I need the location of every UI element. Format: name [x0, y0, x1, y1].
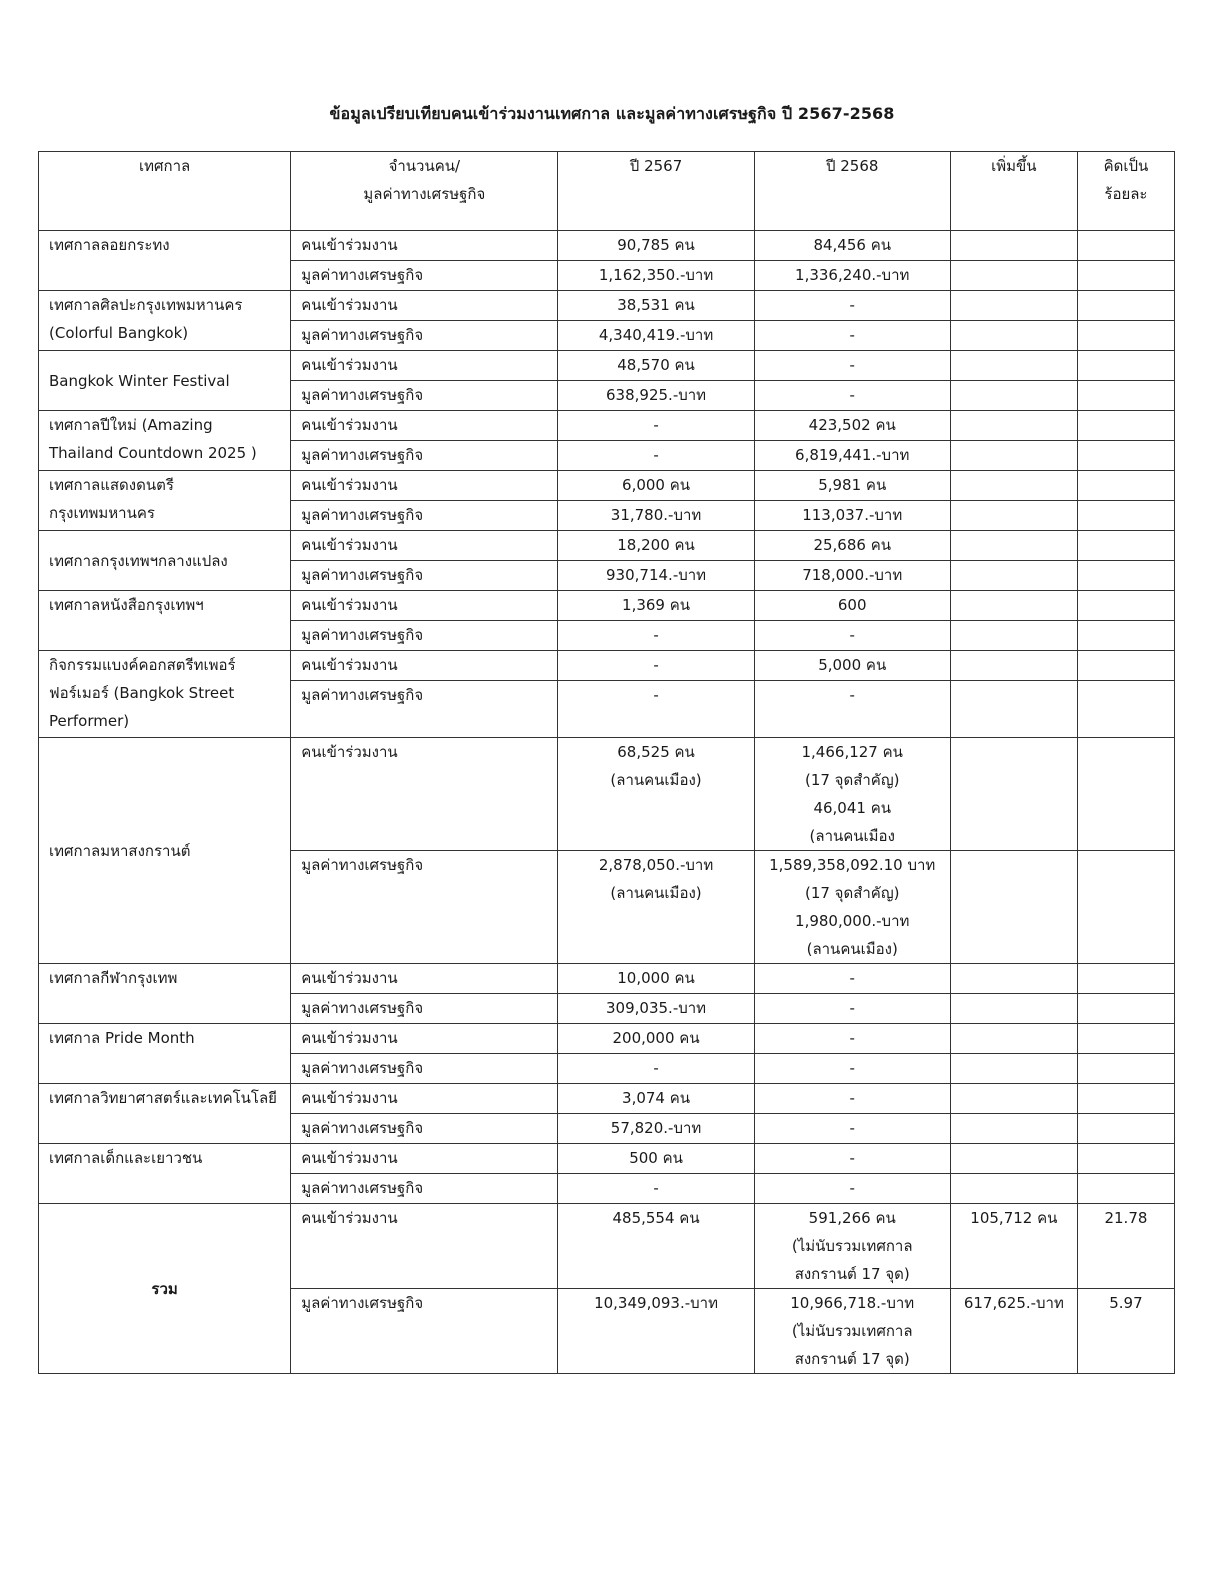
value-2568: - — [754, 681, 950, 738]
value-2567: 309,035.-บาท — [558, 994, 754, 1024]
festival-comparison-table — [38, 151, 1175, 1374]
increase-cell — [950, 738, 1077, 851]
attendees-2568: 5,981 คน — [754, 471, 950, 501]
festival-name-line: (Colorful Bangkok) — [49, 324, 189, 342]
value-2568: - — [754, 1174, 950, 1204]
festival-name-line: เทศกาลศิลปะกรุงเทพมหานคร — [49, 296, 243, 314]
increase-cell — [950, 591, 1077, 621]
increase-cell — [950, 231, 1077, 261]
total-attendees-2567: 485,554 คน — [558, 1204, 754, 1289]
percent-cell — [1077, 1144, 1174, 1174]
table-row — [39, 351, 1175, 381]
header-year-2568: ปี 2568 — [754, 152, 950, 231]
attendees-2567: 6,000 คน — [558, 471, 754, 501]
attendees-2567: 10,000 คน — [558, 964, 754, 994]
value-2567: 1,162,350.-บาท — [558, 261, 754, 291]
attendees-2568: 600 — [754, 591, 950, 621]
header-metric-line1: จำนวนคน/ — [388, 157, 461, 175]
festival-name-line: Thailand Countdown 2025 ) — [49, 444, 257, 462]
metric-label: มูลค่าทางเศรษฐกิจ — [291, 561, 558, 591]
increase-cell — [950, 994, 1077, 1024]
metric-label: มูลค่าทางเศรษฐกิจ — [291, 441, 558, 471]
value-line: 2,878,050.-บาท — [598, 856, 714, 874]
attendees-2567: 48,570 คน — [558, 351, 754, 381]
table-row — [39, 471, 1175, 501]
festival-name-line: เทศกาลวิทยาศาสตร์และเทคโนโลยี — [49, 1089, 277, 1107]
increase-cell — [950, 411, 1077, 441]
metric-label: คนเข้าร่วมงาน — [291, 231, 558, 261]
value-line: 1,589,358,092.10 บาท — [769, 856, 936, 874]
total-attendees-2568 — [754, 1204, 950, 1289]
value-line: (ลานคนเมือง) — [610, 771, 702, 789]
metric-label: มูลค่าทางเศรษฐกิจ — [291, 851, 558, 964]
festival-name-line: เทศกาลแสดงดนตรี — [49, 476, 174, 494]
value-2568: - — [754, 381, 950, 411]
attendees-2568: 5,000 คน — [754, 651, 950, 681]
festival-name-line: เทศกาลปีใหม่ (Amazing — [49, 416, 213, 434]
percent-cell — [1077, 651, 1174, 681]
total-value-increase: 617,625.-บาท — [950, 1289, 1077, 1374]
metric-label: คนเข้าร่วมงาน — [291, 1024, 558, 1054]
festival-name-line: กรุงเทพมหานคร — [49, 504, 155, 522]
festival-name-line: Bangkok Winter Festival — [49, 371, 230, 390]
percent-cell — [1077, 621, 1174, 651]
metric-label: มูลค่าทางเศรษฐกิจ — [291, 621, 558, 651]
percent-cell — [1077, 291, 1174, 321]
attendees-2567: - — [558, 651, 754, 681]
attendees-2567: 1,369 คน — [558, 591, 754, 621]
festival-name-line: ฟอร์เมอร์ (Bangkok Street — [49, 684, 235, 702]
total-value-2567: 10,349,093.-บาท — [558, 1289, 754, 1374]
value-2567: 57,820.-บาท — [558, 1114, 754, 1144]
metric-label: มูลค่าทางเศรษฐกิจ — [291, 261, 558, 291]
metric-label: คนเข้าร่วมงาน — [291, 291, 558, 321]
table-row — [39, 591, 1175, 621]
increase-cell — [950, 291, 1077, 321]
metric-label: มูลค่าทางเศรษฐกิจ — [291, 381, 558, 411]
festival-name — [39, 964, 291, 1024]
increase-cell — [950, 501, 1077, 531]
festival-name — [39, 738, 291, 964]
festival-name-line: เทศกาลมหาสงกรานต์ — [49, 841, 191, 860]
value-line: 68,525 คน — [617, 743, 695, 761]
attendees-2568: 25,686 คน — [754, 531, 950, 561]
increase-cell — [950, 681, 1077, 738]
attendees-2567: 38,531 คน — [558, 291, 754, 321]
value-2568: - — [754, 994, 950, 1024]
festival-name — [39, 591, 291, 651]
festival-name-line: Performer) — [49, 712, 130, 730]
increase-cell — [950, 621, 1077, 651]
value-line: (ลานคนเมือง) — [610, 884, 702, 902]
table-body — [39, 152, 1175, 1374]
value-line: (17 จุดสำคัญ) — [804, 884, 900, 902]
header-increase: เพิ่มขึ้น — [950, 152, 1077, 231]
header-percent-line2: ร้อยละ — [1104, 185, 1148, 203]
table-row — [39, 531, 1175, 561]
attendees-2567: 90,785 คน — [558, 231, 754, 261]
metric-label: คนเข้าร่วมงาน — [291, 591, 558, 621]
value-2568: - — [754, 621, 950, 651]
value-2567: - — [558, 621, 754, 651]
total-value-2568 — [754, 1289, 950, 1374]
table-row — [39, 964, 1175, 994]
total-row — [39, 1204, 1175, 1289]
table-row — [39, 738, 1175, 851]
festival-name — [39, 651, 291, 738]
value-2567: - — [558, 1174, 754, 1204]
increase-cell — [950, 471, 1077, 501]
header-percent-line1: คิดเป็น — [1103, 157, 1149, 175]
increase-cell — [950, 1024, 1077, 1054]
table-row — [39, 1084, 1175, 1114]
metric-label: มูลค่าทางเศรษฐกิจ — [291, 1114, 558, 1144]
value-line: สงกรานต์ 17 จุด) — [794, 1350, 910, 1368]
metric-label: มูลค่าทางเศรษฐกิจ — [291, 681, 558, 738]
header-metric — [291, 152, 558, 231]
value-2567: 638,925.-บาท — [558, 381, 754, 411]
percent-cell — [1077, 381, 1174, 411]
metric-label: คนเข้าร่วมงาน — [291, 651, 558, 681]
metric-label: มูลค่าทางเศรษฐกิจ — [291, 321, 558, 351]
metric-label: คนเข้าร่วมงาน — [291, 531, 558, 561]
value-2568: - — [754, 1114, 950, 1144]
percent-cell — [1077, 591, 1174, 621]
value-line: (ลานคนเมือง) — [806, 940, 898, 958]
percent-cell — [1077, 261, 1174, 291]
value-2567 — [558, 851, 754, 964]
percent-cell — [1077, 1024, 1174, 1054]
value-line: 1,466,127 คน — [801, 743, 903, 761]
attendees-2568: - — [754, 964, 950, 994]
metric-label: คนเข้าร่วมงาน — [291, 1204, 558, 1289]
percent-cell — [1077, 321, 1174, 351]
header-row — [39, 152, 1175, 231]
metric-label: มูลค่าทางเศรษฐกิจ — [291, 1289, 558, 1374]
attendees-2567: 200,000 คน — [558, 1024, 754, 1054]
total-value-percent: 5.97 — [1077, 1289, 1174, 1374]
attendees-2567: - — [558, 411, 754, 441]
percent-cell — [1077, 501, 1174, 531]
festival-name-line: เทศกาล Pride Month — [49, 1029, 195, 1047]
percent-cell — [1077, 1084, 1174, 1114]
attendees-2568: - — [754, 1144, 950, 1174]
metric-label: มูลค่าทางเศรษฐกิจ — [291, 994, 558, 1024]
attendees-2568 — [754, 738, 950, 851]
value-line: (17 จุดสำคัญ) — [804, 771, 900, 789]
table-row — [39, 651, 1175, 681]
value-line: (ลานคนเมือง — [809, 827, 895, 845]
percent-cell — [1077, 351, 1174, 381]
attendees-2567: 500 คน — [558, 1144, 754, 1174]
percent-cell — [1077, 411, 1174, 441]
percent-cell — [1077, 738, 1174, 851]
percent-cell — [1077, 441, 1174, 471]
table-row — [39, 1024, 1175, 1054]
percent-cell — [1077, 994, 1174, 1024]
festival-name-line: กิจกรรมแบงค์คอกสตรีทเพอร์ — [49, 656, 236, 674]
festival-name — [39, 411, 291, 471]
increase-cell — [950, 851, 1077, 964]
festival-name — [39, 351, 291, 411]
increase-cell — [950, 1084, 1077, 1114]
metric-label: คนเข้าร่วมงาน — [291, 964, 558, 994]
increase-cell — [950, 561, 1077, 591]
festival-name-line: เทศกาลกีฬากรุงเทพ — [49, 969, 178, 987]
value-2568: - — [754, 321, 950, 351]
attendees-2568: - — [754, 291, 950, 321]
value-line: สงกรานต์ 17 จุด) — [794, 1265, 910, 1283]
festival-name-line: เทศกาลหนังสือกรุงเทพฯ — [49, 596, 204, 614]
metric-label: คนเข้าร่วมงาน — [291, 411, 558, 441]
value-2568 — [754, 851, 950, 964]
value-2568: 6,819,441.-บาท — [754, 441, 950, 471]
value-line: 591,266 คน — [808, 1209, 896, 1227]
metric-label: มูลค่าทางเศรษฐกิจ — [291, 1054, 558, 1084]
festival-name — [39, 1024, 291, 1084]
value-line: 46,041 คน — [813, 799, 891, 817]
festival-name — [39, 291, 291, 351]
increase-cell — [950, 964, 1077, 994]
festival-name — [39, 231, 291, 291]
percent-cell — [1077, 964, 1174, 994]
percent-cell — [1077, 231, 1174, 261]
increase-cell — [950, 531, 1077, 561]
header-year-2567: ปี 2567 — [558, 152, 754, 231]
value-2567: - — [558, 681, 754, 738]
attendees-2568: - — [754, 1084, 950, 1114]
increase-cell — [950, 381, 1077, 411]
header-festival: เทศกาล — [39, 152, 291, 231]
festival-name — [39, 1144, 291, 1204]
value-line: 10,966,718.-บาท — [790, 1294, 915, 1312]
total-attendees-percent: 21.78 — [1077, 1204, 1174, 1289]
value-line: (ไม่นับรวมเทศกาล — [791, 1322, 913, 1340]
value-2568: 718,000.-บาท — [754, 561, 950, 591]
increase-cell — [950, 1114, 1077, 1144]
percent-cell — [1077, 561, 1174, 591]
value-2567: 4,340,419.-บาท — [558, 321, 754, 351]
page-title: ข้อมูลเปรียบเทียบคนเข้าร่วมงานเทศกาล และมูลค่าทางเศรษฐกิจ ปี 2567-2568 — [329, 104, 895, 123]
attendees-2567 — [558, 738, 754, 851]
percent-cell — [1077, 471, 1174, 501]
value-line: (ไม่นับรวมเทศกาล — [791, 1237, 913, 1255]
festival-name-line: เทศกาลลอยกระทง — [49, 236, 170, 254]
festival-name — [39, 471, 291, 531]
metric-label: คนเข้าร่วมงาน — [291, 1084, 558, 1114]
value-2567: 31,780.-บาท — [558, 501, 754, 531]
metric-label: คนเข้าร่วมงาน — [291, 351, 558, 381]
increase-cell — [950, 441, 1077, 471]
total-label: รวม — [39, 1204, 291, 1374]
percent-cell — [1077, 1174, 1174, 1204]
attendees-2568: 423,502 คน — [754, 411, 950, 441]
percent-cell — [1077, 1054, 1174, 1084]
attendees-2568: - — [754, 351, 950, 381]
value-line: 1,980,000.-บาท — [795, 912, 910, 930]
total-attendees-increase: 105,712 คน — [950, 1204, 1077, 1289]
attendees-2568: 84,456 คน — [754, 231, 950, 261]
value-2567: 930,714.-บาท — [558, 561, 754, 591]
increase-cell — [950, 351, 1077, 381]
value-2568: 1,336,240.-บาท — [754, 261, 950, 291]
increase-cell — [950, 1174, 1077, 1204]
attendees-2567: 3,074 คน — [558, 1084, 754, 1114]
table-row — [39, 231, 1175, 261]
increase-cell — [950, 1054, 1077, 1084]
festival-name — [39, 1084, 291, 1144]
metric-label: มูลค่าทางเศรษฐกิจ — [291, 1174, 558, 1204]
festival-name-line: เทศกาลกรุงเทพฯกลางแปลง — [49, 551, 228, 570]
increase-cell — [950, 1144, 1077, 1174]
percent-cell — [1077, 1114, 1174, 1144]
attendees-2567: 18,200 คน — [558, 531, 754, 561]
header-percent — [1077, 152, 1174, 231]
value-2567: - — [558, 441, 754, 471]
percent-cell — [1077, 681, 1174, 738]
value-2568: 113,037.-บาท — [754, 501, 950, 531]
metric-label: คนเข้าร่วมงาน — [291, 471, 558, 501]
value-2567: - — [558, 1054, 754, 1084]
table-row — [39, 411, 1175, 441]
metric-label: มูลค่าทางเศรษฐกิจ — [291, 501, 558, 531]
festival-name-line: เทศกาลเด็กและเยาวชน — [49, 1149, 203, 1167]
attendees-2568: - — [754, 1024, 950, 1054]
header-metric-line2: มูลค่าทางเศรษฐกิจ — [363, 185, 486, 203]
increase-cell — [950, 321, 1077, 351]
festival-name — [39, 531, 291, 591]
value-2568: - — [754, 1054, 950, 1084]
increase-cell — [950, 261, 1077, 291]
metric-label: คนเข้าร่วมงาน — [291, 738, 558, 851]
percent-cell — [1077, 851, 1174, 964]
table-row — [39, 1144, 1175, 1174]
table-row — [39, 291, 1175, 321]
percent-cell — [1077, 531, 1174, 561]
metric-label: คนเข้าร่วมงาน — [291, 1144, 558, 1174]
increase-cell — [950, 651, 1077, 681]
